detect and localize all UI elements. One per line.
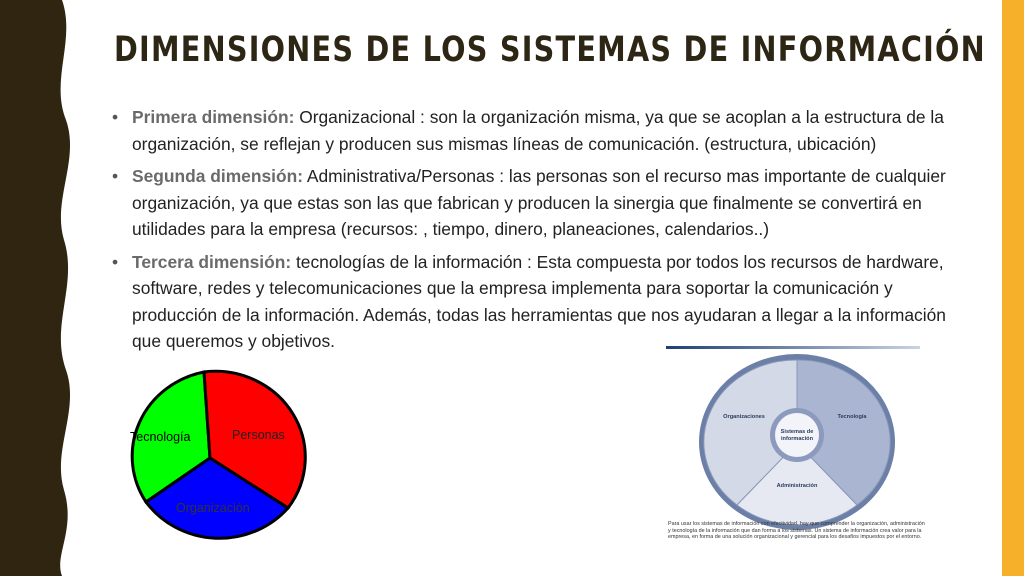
pie-label-organizacion: Organización (176, 501, 250, 515)
figure-label-organizaciones: Organizaciones (723, 414, 765, 420)
figure-caption: Para usar los sistemas de información con efectividad, hay que comprender la organización, administración y tecnología de la información que dan forma a los sistemas. Un sistema de información crea valor para la empresa, en forma de una solución organizacional y gerencial para los desafíos impuestos por el entorno. (668, 521, 925, 541)
bullet-text: Administrativa/Personas : las personas son el recurso mas importante de cualquier organización, ya que estas son las que fabrican y producen la sinergia que finalmente se convertirá en utilidades para la empresa (recursos: , tiempo, dinero, planeaciones, calendarios..) (132, 166, 946, 239)
bullet-lead: Tercera dimensión: (132, 251, 292, 272)
bullet-item (108, 104, 958, 157)
right-accent-bar (1002, 0, 1024, 576)
bullet-list (108, 104, 958, 361)
pie-label-tecnologia: Tecnología (130, 430, 191, 444)
bullet-item (108, 249, 958, 355)
dimensions-pie-diagram (114, 360, 314, 552)
figure-label-tecnologia: Tecnología (837, 414, 867, 420)
bullet-text: tecnologías de la información : Esta compuesta por todos los recursos de hardware, software, redes y telecomunicaciones que la empresa implementa para soportar la comunicación y producción de la información. Además, todas las herramientas que nos ayudaran a llegar a la información que queremos y objetivos. (132, 251, 946, 351)
figure-label-administracion: Administración (776, 483, 818, 489)
pie-label-personas: Personas (232, 428, 285, 442)
bullet-item (108, 163, 958, 243)
figure-center-line1: Sistemas de (780, 429, 814, 435)
bullet-lead: Segunda dimensión: (132, 166, 304, 186)
figure-top-rule (666, 346, 920, 349)
slide-title: DIMENSIONES DE LOS SISTEMAS DE INFORMACIÓN (114, 30, 986, 70)
bullet-text: Organizacional : son la organización misma, ya que se acoplan a la estructura de la organización, se reflejan y producen sus mismas líneas de comunicación. (estructura, ubicación) (132, 107, 944, 154)
bullet-lead: Primera dimensión: (132, 107, 295, 127)
figure-center-line2: información (780, 436, 814, 442)
figure-center-disc (775, 413, 819, 457)
left-wavy-band (0, 0, 80, 576)
